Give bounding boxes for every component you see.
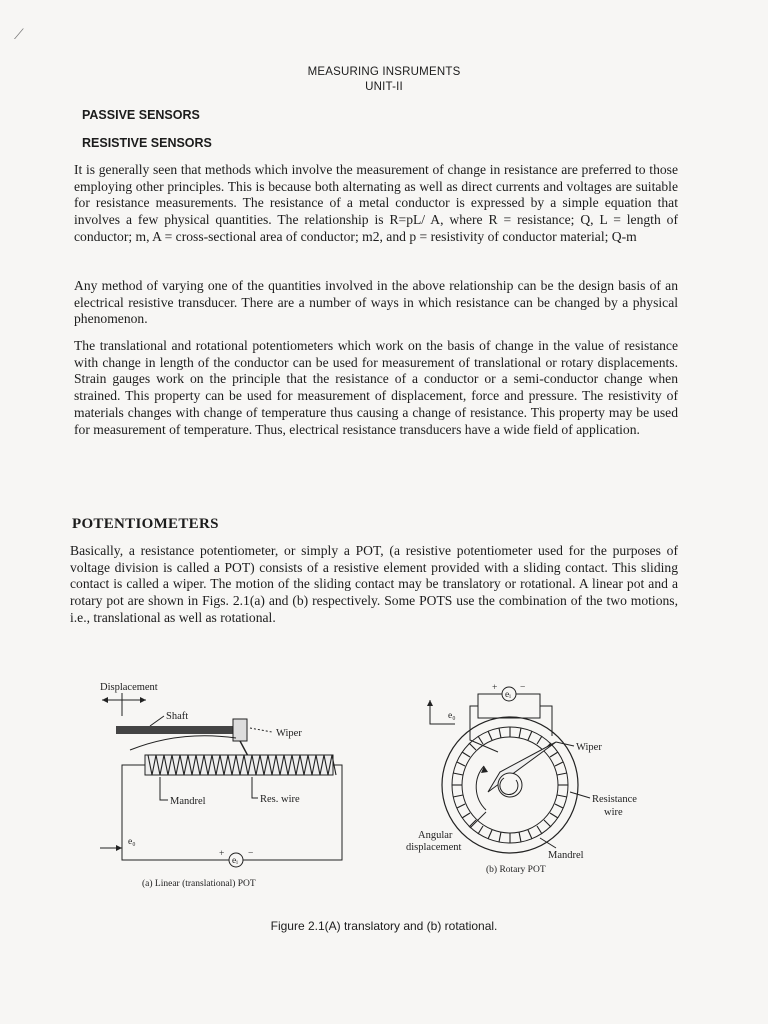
paragraph-potentiometer-uses: The translational and rotational potentiometers which work on the basis of change in the value of resistance with change in length of the conductor can be used for measurement of translational or rotary displacements. Strain gauges work on the principle that the resistance of a conductor or a semi-conductor change when strained. This property can be used for measurement of displacement, force and pressure. The resistivity of materials changes with change of temperature thus causing a change of resistance. This property may be used for measurement of temperature. Thus, electrical resistance transducers have a wide field of application. — [74, 338, 678, 437]
paragraph-design-basis: Any method of varying one of the quantities involved in the above relationship can be the design basis of an electrical resistive transducer. There are a number of ways in which resistance can be changed by a physical phenomenon. — [74, 278, 678, 327]
label-wire: wire — [604, 807, 623, 818]
label-angular: Angular — [418, 830, 453, 841]
label-minus-rotary: − — [520, 683, 526, 693]
section-potentiometers: POTENTIOMETERS — [72, 516, 219, 532]
caption-linear-pot: (a) Linear (translational) POT — [142, 879, 256, 889]
label-e0-linear: e₀ — [128, 837, 136, 847]
figure-potentiometers — [0, 660, 768, 920]
label-resistance: Resistance — [592, 794, 637, 805]
pen-mark: ⟋ — [14, 28, 24, 43]
label-plus-linear: + — [219, 849, 225, 859]
label-displacement: Displacement — [100, 682, 158, 693]
label-ei-linear: eᵢ — [232, 856, 238, 866]
label-angular-displacement: displacement — [406, 842, 462, 853]
section-resistive-sensors: RESISTIVE SENSORS — [82, 136, 212, 150]
label-mandrel: Mandrel — [170, 796, 206, 807]
paragraph-pot-definition: Basically, a resistance potentiometer, or simply a POT, (a resistive potentiometer used for the purposes of voltage division is called a POT) consists of a resistive element provided with a sliding contact. This sliding contact is called a wiper. The motion of the sliding contact may be translatory or rotational. A linear pot and a rotary pot are shown in Figs. 2.1(a) and (b) respectively. Some POTS use the combination of the two motions, i.e., translational as well as rotational. — [70, 543, 678, 625]
page-title: MEASURING INSRUMENTS — [307, 66, 461, 78]
figure-caption: Figure 2.1(A) translatory and (b) rotational. — [270, 919, 498, 933]
caption-rotary-pot: (b) Rotary POT — [486, 865, 546, 875]
unit-label: UNIT-II — [365, 81, 403, 93]
label-plus-rotary: + — [492, 683, 498, 693]
paragraph-resistance-intro: It is generally seen that methods which involve the measurement of change in resistance are preferred to those employing other principles. This is because both alternating as well as direct currents and voltages are suitable for resistance measurements. The resistance of a metal conductor is expressed by a simple equation that involves a few physical quantities. The relationship is R=pL/ A, where R = resistance; Q, L = length of conductor; m, A = cross-sectional area of conductor; m2, and p = resistivity of conductor material; Q-m — [74, 162, 678, 244]
label-mandrel-rotary: Mandrel — [548, 850, 584, 861]
label-shaft: Shaft — [166, 711, 189, 722]
label-minus-linear: − — [248, 849, 254, 859]
label-ei-rotary: eᵢ — [505, 690, 511, 700]
label-wiper-rotary: Wiper — [576, 742, 602, 753]
linear-pot-diagram — [100, 682, 342, 889]
label-wiper: Wiper — [276, 728, 302, 739]
label-e0-rotary: e₀ — [448, 711, 456, 721]
section-passive-sensors: PASSIVE SENSORS — [82, 108, 200, 122]
rotary-pot-diagram — [406, 683, 637, 875]
label-res-wire: Res. wire — [260, 794, 300, 805]
